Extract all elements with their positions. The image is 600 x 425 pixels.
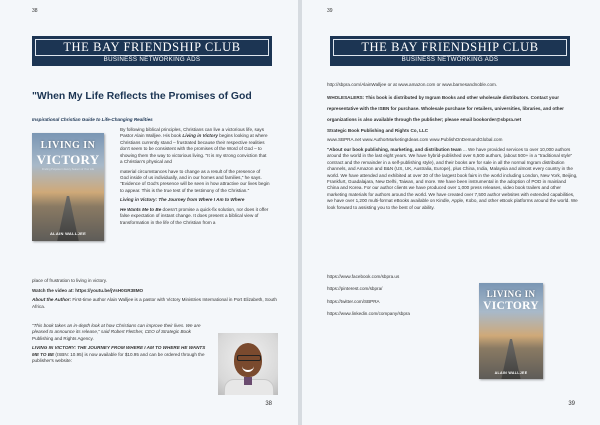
twitter-link[interactable]: https://twitter.com/SBPRA [327,298,380,304]
magazine-title: THE BAY FRIENDSHIP CLUB [63,40,241,54]
book-cover-title-line1: LIVING IN [40,140,96,151]
availability-text: (ISBN: 10.95) is now available for $10.95 and can be ordered through the publisher's website: [32,351,205,364]
article-full-width [32,278,277,313]
facebook-link[interactable]: https://www.facebook.com/sbpra.us [327,274,400,279]
article-headline: "When My Life Reflects the Promises of God [32,91,252,102]
page-number-top: 39 [327,8,333,14]
page-number-bottom: 38 [265,401,272,407]
publisher-urls: www.SBPRA.net www.AuthorMarketingIdeas.com www.PublishOnDemandGlobal.com [327,137,503,143]
about-author-label: About the Author: [32,297,72,303]
pull-quote: Living in Victory: The Journey from Where I Am to Where [120,197,245,203]
book-cover-title-line2: VICTORY [36,152,100,167]
pull-quote-2: He Wants Me to Be [120,207,162,213]
linkedin-link[interactable]: https://www.linkedin.com/company/sbpra [327,311,410,317]
about-author-text: First-time author Alain Walljee is a pastor with Victory Ministries International in Port Elizabeth, South Africa. [32,297,277,309]
video-label: Watch the video at: [32,287,74,293]
col1-text: By following biblical principles, Christians can live a victorious life, says Pastor Alain Walljee. His book [120,127,264,139]
page-number-top: 38 [32,8,38,14]
magazine-banner [32,36,272,66]
pull-rest: doesn't promise a quick-fix solution, nor does it offer false expectation of instant change. It does present a biblical view of transformation in the life of the Christian from a [120,207,269,225]
book-cover-title-line1: LIVING IN [486,289,536,299]
author-photo [218,333,278,395]
video-link[interactable]: https://youtu.be/jVsH0GR38MO [75,287,144,293]
magazine-subtitle: BUSINESS NETWORKING ADS [103,56,201,63]
article-lower-column [32,323,212,368]
caps-title-2: ME TO BE [32,351,55,357]
banner-frame [333,39,567,56]
magazine-subtitle: BUSINESS NETWORKING ADS [401,56,499,63]
right-page-body [327,82,579,214]
col1-book-title: Living in Victory [182,133,218,139]
book-cover-title-line2: VICTORY [483,300,539,312]
article-column-right [120,127,270,229]
banner-frame [35,39,269,56]
full-width-line: place of frustration to living in victory. [32,278,107,283]
book-cover-tagline: Finding Purpose in Every Season of Your Life [41,168,95,171]
publisher-quote: "This book takes an in-depth look at how Christians can improve their lives. We are pleased to announce its release," said Robert Fletcher, CEO of Strategic Book [32,323,201,335]
book-cover-image [32,133,104,241]
article-subhead: Inspirational Christian Guide to Life-Changing Realities [32,117,153,122]
author-photo-collar [244,377,252,385]
social-links [327,274,447,324]
book-cover-image [479,283,543,379]
left-page [0,0,298,425]
purchase-links-line: http://sbpra.com/AlainWalljee or at www.amazon.com or www.barnesandnoble.com. [327,82,498,87]
right-page [302,0,600,425]
caps-title: LIVING IN VICTORY: THE JOURNEY FROM WHERE I AM TO WHERE HE WANTS [32,345,206,351]
about-publisher-label: "About our book publishing, marketing, and distribution team [327,146,462,152]
magazine-title: THE BAY FRIENDSHIP CLUB [361,40,539,54]
page-number-bottom: 39 [568,401,575,407]
about-publisher-text: ... We have provided services to over 10,000 authors around the world in the last eight years. We have hybrid-published over 6,500 authors, (about 500+ in a "traditional style" contract and the remainder in a self-publishing style), and their books are for sale in all the normal Ingram distribution channels, and Amazon and B&N (US, UK, Australia, Europe), plus China, India, Malaysia and almost every country in the world. We have attended and exhibited at over 30 of the largest book fairs in the world including London, New York, Beijing, Frankfurt, Guadalajara, New Delhi, Taiwan, and more. We have been instrumental in the adoption of POD in mainland China and Korea. For our author clients we have produced over 1,000 press releases, video book trailers and other marketing materials for authors around the world. We have created over 7,500 author websites with extended capabilities, we have over 1,200 multi-format eBooks available on Kindle, Apple, Kobo, and other eBook platforms around the world. We look forward to assisting you to the best of our ability. [327,146,578,210]
publisher-quote-2: Publishing and Rights Agency. [32,335,94,341]
book-cover-author: ALAIN WALLJEE [49,231,87,236]
col1-continued: begins looking at where Christians currently stand – frustrated because their respective realities don't seem to be consistent with the promises of the Word of God – to showing them the way to victorious living. "It is my strong conviction that a Christian's physical and [120,133,268,165]
col2-text: material circumstances have to change as a result of the presence of God inside of us individually, and in our homes and families," he says. "Evidence of God's presence will be seen in how attractive our lives begin to appear. This is the true test of the testimony of the Christian." [120,168,270,193]
magazine-banner [330,36,570,66]
wholesalers-text: WHOLESALERS: This book is distributed by Ingram Books and other wholesale distributors. Contact your representative with the ISBN for purchase. Wholesale purchase for retailers, universities, libraries, and other organizations is also available through the publisher; please email bookorder@sbpra.net [327,94,564,122]
pinterest-link[interactable]: https://pinterest.com/sbpra/ [327,286,383,292]
book-cover-author: ALAIN WALLJEE [494,371,528,375]
author-photo-glasses [237,355,261,361]
publisher-name: Strategic Book Publishing and Rights Co, LLC [327,127,429,133]
